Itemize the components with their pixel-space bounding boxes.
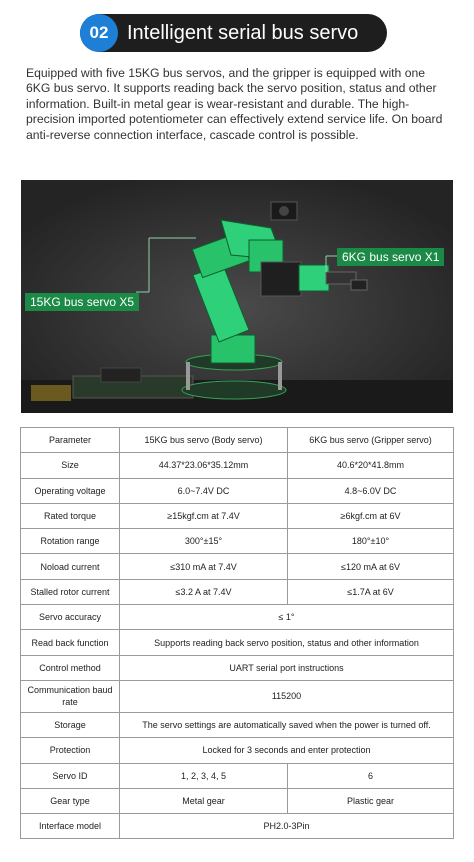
table-row bbox=[21, 655, 454, 680]
param-value-cell: 6.0~7.4V DC bbox=[120, 478, 288, 503]
param-name-cell: Control method bbox=[21, 655, 120, 680]
param-value-cell: ≤3.2 A at 7.4V bbox=[120, 579, 288, 604]
table-row bbox=[21, 428, 454, 453]
param-name-cell: Read back function bbox=[21, 630, 120, 655]
table-row bbox=[21, 763, 454, 788]
param-value-cell: 115200 bbox=[120, 680, 454, 712]
param-value-cell: ≥15kgf.cm at 7.4V bbox=[120, 503, 288, 528]
param-value-cell: 40.6*20*41.8mm bbox=[288, 453, 454, 478]
table-row bbox=[21, 814, 454, 839]
param-value-cell: Plastic gear bbox=[288, 788, 454, 813]
param-value-cell: 180°±10° bbox=[288, 529, 454, 554]
param-value-cell: 44.37*23.06*35.12mm bbox=[120, 453, 288, 478]
param-name-cell: Rated torque bbox=[21, 503, 120, 528]
param-name-cell: Storage bbox=[21, 712, 120, 737]
param-name-cell: Rotation range bbox=[21, 529, 120, 554]
table-row bbox=[21, 554, 454, 579]
param-name-cell: Size bbox=[21, 453, 120, 478]
param-name-cell: Stalled rotor current bbox=[21, 579, 120, 604]
section-number-badge: 02 bbox=[80, 14, 118, 52]
param-value-cell: Supports reading back servo position, status and other information bbox=[120, 630, 454, 655]
table-row bbox=[21, 529, 454, 554]
intro-paragraph: Equipped with five 15KG bus servos, and the gripper is equipped with one 6KG bus servo. It supports reading back the servo position, status and other information. Built-in metal gear is wear-resistant and durable. The high-precision imported potentiometer can effectively extend service life. On board anti-reverse connection interface, cascade control is possible. bbox=[26, 66, 443, 142]
section-header bbox=[80, 14, 387, 52]
param-value-cell: ≥6kgf.cm at 6V bbox=[288, 503, 454, 528]
param-value-cell: ≤1.7A at 6V bbox=[288, 579, 454, 604]
param-value-cell: Metal gear bbox=[120, 788, 288, 813]
servo-x1-label: 6KG bus servo X1 bbox=[337, 248, 444, 266]
param-name-cell: Gear type bbox=[21, 788, 120, 813]
param-name-cell: Interface model bbox=[21, 814, 120, 839]
param-value-cell: ≤ 1° bbox=[120, 605, 454, 630]
param-value-cell: 4.8~6.0V DC bbox=[288, 478, 454, 503]
param-value-cell: 6 bbox=[288, 763, 454, 788]
section-title: Intelligent serial bus servo bbox=[127, 22, 359, 44]
param-value-cell: UART serial port instructions bbox=[120, 655, 454, 680]
param-name-cell: Servo ID bbox=[21, 763, 120, 788]
param-value-cell: Locked for 3 seconds and enter protection bbox=[120, 738, 454, 763]
param-name-cell: Communication baud rate bbox=[21, 680, 120, 712]
param-name-cell: Protection bbox=[21, 738, 120, 763]
robot-arm-photo bbox=[21, 180, 453, 413]
table-row bbox=[21, 738, 454, 763]
servo-x5-label: 15KG bus servo X5 bbox=[25, 293, 139, 311]
param-value-cell: 1, 2, 3, 4, 5 bbox=[120, 763, 288, 788]
param-value-cell: ≤120 mA at 6V bbox=[288, 554, 454, 579]
param-name-cell: Operating voltage bbox=[21, 478, 120, 503]
param-value-cell: ≤310 mA at 7.4V bbox=[120, 554, 288, 579]
param-value-cell: PH2.0-3Pin bbox=[120, 814, 454, 839]
table-row bbox=[21, 453, 454, 478]
param-name-cell: Noload current bbox=[21, 554, 120, 579]
param-value-cell: 300°±15° bbox=[120, 529, 288, 554]
table-row bbox=[21, 680, 454, 712]
param-value-cell: The servo settings are automatically saved when the power is turned off. bbox=[120, 712, 454, 737]
table-row bbox=[21, 630, 454, 655]
table-row bbox=[21, 503, 454, 528]
table-row bbox=[21, 579, 454, 604]
table-row bbox=[21, 605, 454, 630]
table-header-cell: 6KG bus servo (Gripper servo) bbox=[288, 428, 454, 453]
table-row bbox=[21, 788, 454, 813]
table-header-cell: Parameter bbox=[21, 428, 120, 453]
param-name-cell: Servo accuracy bbox=[21, 605, 120, 630]
table-row bbox=[21, 478, 454, 503]
spec-table bbox=[20, 427, 454, 839]
table-row bbox=[21, 712, 454, 737]
table-header-cell: 15KG bus servo (Body servo) bbox=[120, 428, 288, 453]
